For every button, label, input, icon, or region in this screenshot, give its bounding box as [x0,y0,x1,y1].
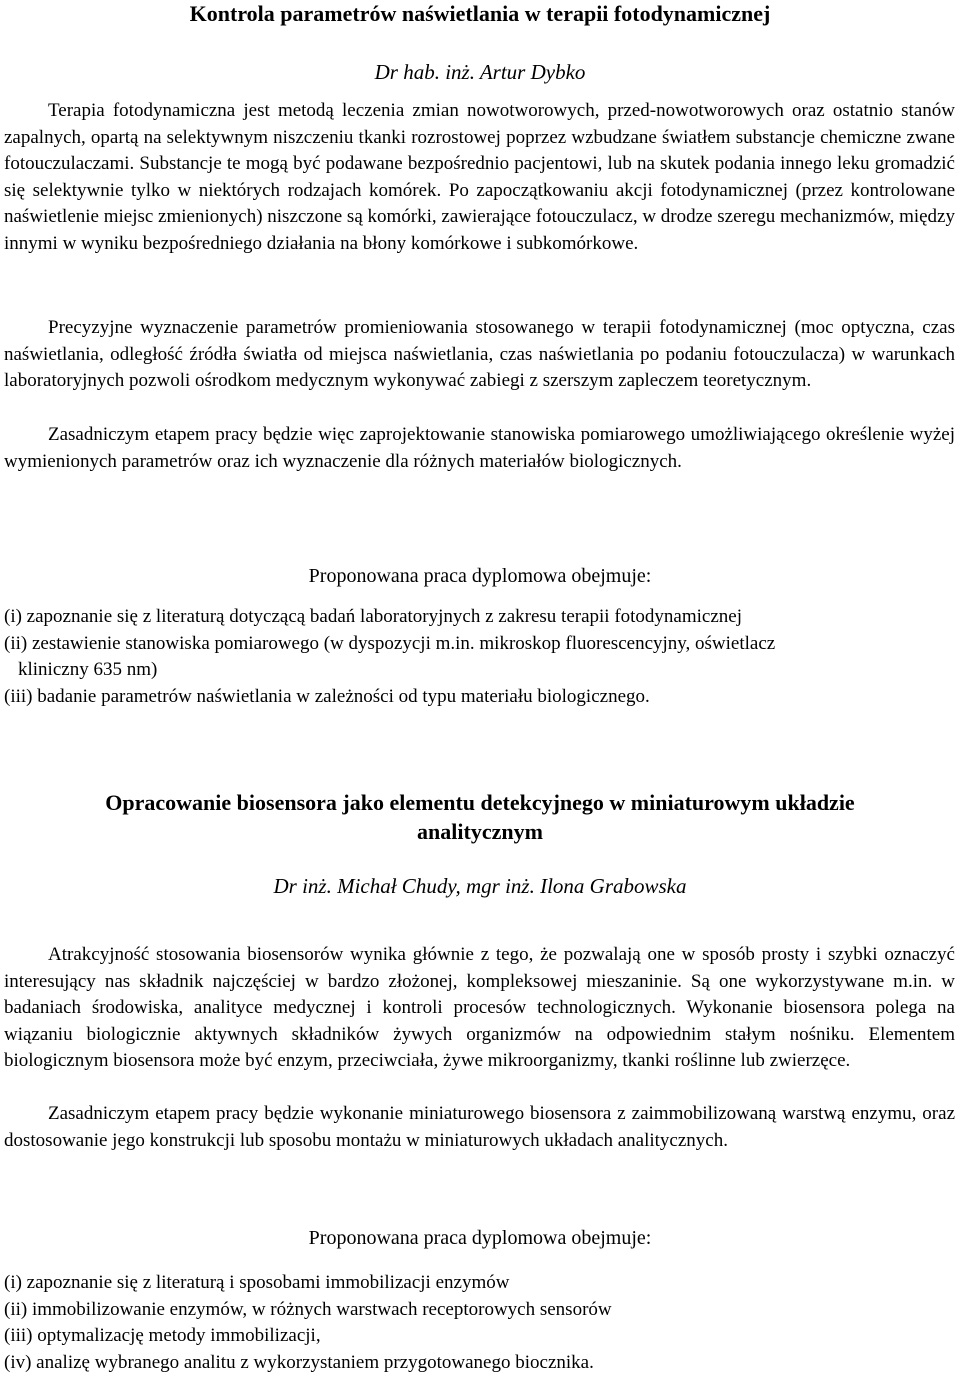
list-item: (ii) immobilizowanie enzymów, w różnych warstwach receptorowych sensorów [4,1298,612,1320]
section1-proposal-heading: Proponowana praca dyplomowa obejmuje: [308,565,652,587]
section2-title-line-2: analitycznym [417,819,543,844]
list-item: (iv) analizę wybranego analitu z wykorzystaniem przygotowanego biocznika. [4,1351,594,1373]
list-item: (ii) zestawienie stanowiska pomiarowego (w dyspozycji m.in. mikroskop fluorescencyjny, oświetlacz [4,632,776,654]
list-item: kliniczny 635 nm) [18,659,158,680]
section1-paragraph-3: Zasadniczym etapem pracy będzie więc zaprojektowanie stanowiska pomiarowego umożliwiającego określenie wyżej wymienionych parametrów oraz ich wyznaczenie dla różnych materiałów biologicznych. [4,424,955,472]
section2-paragraph-2: Zasadniczym etapem pracy będzie wykonanie miniaturowego biosensora z zaimmobilizowaną warstwą enzymu, oraz dostosowanie jego konstrukcji lub sposobu montażu w miniaturowych układach analitycznych. [4,1103,955,1151]
list-item: (i) zapoznanie się z literaturą i sposobami immobilizacji enzymów [4,1272,510,1293]
list-item: (iii) badanie parametrów naświetlania w zależności od typu materiału biologicznego. [4,685,650,707]
list-item: (i) zapoznanie się z literaturą dotyczącą badań laboratoryjnych z zakresu terapii fotodynamicznej [4,606,742,627]
section2-title-line-1: Opracowanie biosensora jako elementu detekcyjnego w miniaturowym układzie [105,790,855,815]
section1-paragraph-1: Terapia fotodynamiczna jest metodą leczenia zmian nowotworowych, przed-nowotworowych oraz ostatnio stanów zapalnych, opartą na selektywnym niszczeniu tkanki rozrostowej poprzez wzbudzane światłem substancje chemiczne zwane fotouczulaczami. Substancje te mogą być podawane bezpośrednio pacjentowi, lub na skutek podania innego leku gromadzić się selektywnie tylko w niektórych rodzajach komórek. Po zapoczątkowaniu akcji fotodynamicznej (przez kontrolowane naświetlenie miejsc zmienionych) niszczone są komórki, zawierające fotouczulacz, w drodze szeregu mechanizmów, między innymi w wyniku bezpośredniego działania na błony komórkowe i subkomórkowe. [4,100,955,254]
section2-proposal-list [4,1270,955,1376]
list-item: (iii) optymalizację metody immobilizacji, [4,1325,321,1346]
section2-author: Dr inż. Michał Chudy, mgr inż. Ilona Grabowska [273,874,687,898]
section2-paragraph-1: Atrakcyjność stosowania biosensorów wynika głównie z tego, że pozwalają one w sposób prosty i szybki oznaczyć interesujący nas składnik najczęściej w bardzo złożonej, kompleksowej mieszaninie. Są one wykorzystywane m.in. w badaniach środowiska, analityce medycznej i kontroli procesów technologicznych. Wykonanie biosensora polega na wiązaniu biologicznie aktywnych składników żywych organizmów na odpowiednim stałym nośniku. Elementem biologicznym biosensora może być enzym, przeciwciała, żywe mikroorganizmy, tkanki roślinne lub zwierzęce. [4,944,955,1071]
section1-author: Dr hab. inż. Artur Dybko [374,60,586,84]
section1-paragraph-2: Precyzyjne wyznaczenie parametrów promieniowania stosowanego w terapii fotodynamicznej (moc optyczna, czas naświetlania, odległość źródła światła od miejsca naświetlania, czas naświetlania po podaniu fotouczulacza) w warunkach laboratoryjnych pozwoli ośrodkom medycznym wykonywać zabiegi z szerszym zapleczem teoretycznym. [4,317,955,391]
section1-proposal-list [4,604,955,710]
section1-title: Kontrola parametrów naświetlania w terapii fotodynamicznej [189,1,771,26]
section2-proposal-heading: Proponowana praca dyplomowa obejmuje: [308,1227,652,1249]
